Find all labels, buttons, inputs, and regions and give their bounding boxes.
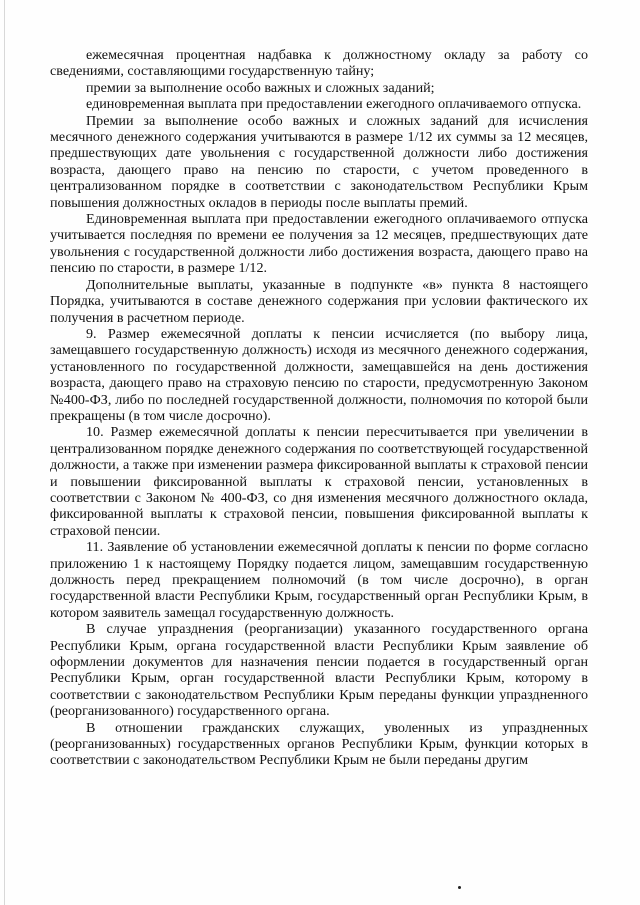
paragraph: Единовременная выплата при предоставлении ежегодного оплачиваемого отпуска учитывается последняя по времени ее получения за 12 месяцев, предшествующих дате увольнения с государственной должности либо достижения возраста, дающего право на пенсию по старости, в размере 1/12. (50, 211, 588, 277)
paragraph: Премии за выполнение особо важных и сложных заданий для исчисления месячного денежного содержания учитываются в размере 1/12 их суммы за 12 месяцев, предшествующих дате увольнения с государственной должности либо достижения возраста, дающего право на пенсию по старости, с учетом проведенного в централизованном порядке в соответствии с законодательством Республики Крым повышения должностных окладов в периоды после выплаты премий. (50, 112, 588, 211)
paragraph: единовременная выплата при предоставлении ежегодного оплачиваемого отпуска. (86, 96, 582, 113)
paragraph: 10. Размер ежемесячной доплаты к пенсии пересчитывается при увеличении в централизованном порядке денежного содержания по соответствующей государственной должности, а также при изменении размера фиксированной выплаты к страховой пенсии и повышении фиксированной выплаты к страховой пенсии, установленных в соответствии с Законом № 400-ФЗ, со дня изменения месячного должностного оклада, фиксированной выплаты к страховой пенсии, повышения фиксированной выплаты к страховой пенсии. (50, 424, 588, 539)
document-body (50, 47, 588, 769)
page-edge (4, 0, 5, 905)
paragraph: В случае упразднения (реорганизации) указанного государственного органа Республики Крым, органа государственной власти Республики Крым заявление об оформлении документов для назначения пенсии подается в государственный орган Республики Крым, орган государственной власти Республики Крым, которому в соответствии с законодательством Республики Крым переданы функции упраздненного (реорганизованного) государственного органа. (50, 621, 588, 720)
paragraph: В отношении гражданских служащих, уволенных из упраздненных (реорганизованных) государственных органов Республики Крым, функции которых в соответствии с законодательством Республики Крым не были переданы другим (50, 719, 588, 769)
paragraph: 11. Заявление об установлении ежемесячной доплаты к пенсии по форме согласно приложению 1 к настоящему Порядку подается лицом, замещавшим государственную должность перед прекращением полномочий (в том числе досрочно), в орган государственной власти Республики Крым, государственный орган Республики Крым, в котором заявитель замещал государственную должность. (50, 539, 588, 621)
paragraph: премии за выполнение особо важных и сложных заданий; (86, 79, 435, 96)
scan-dot (458, 886, 461, 889)
paragraph: Дополнительные выплаты, указанные в подпункте «в» пункта 8 настоящего Порядка, учитываются в составе денежного содержания при условии фактического их получения в расчетном периоде. (50, 276, 588, 326)
paragraph: 9. Размер ежемесячной доплаты к пенсии исчисляется (по выбору лица, замещавшего государственную должность) исходя из месячного денежного содержания, установленного по государственной должности, замещавшейся на день достижения возраста, дающего право на страховую пенсию по старости, предусмотренную Законом №400-ФЗ, либо по последней государственной должности, полномочия по которой были прекращены (в том числе досрочно). (50, 325, 588, 424)
paragraph: ежемесячная процентная надбавка к должностному окладу за работу со сведениями, составляющими государственную тайну; (50, 47, 588, 80)
